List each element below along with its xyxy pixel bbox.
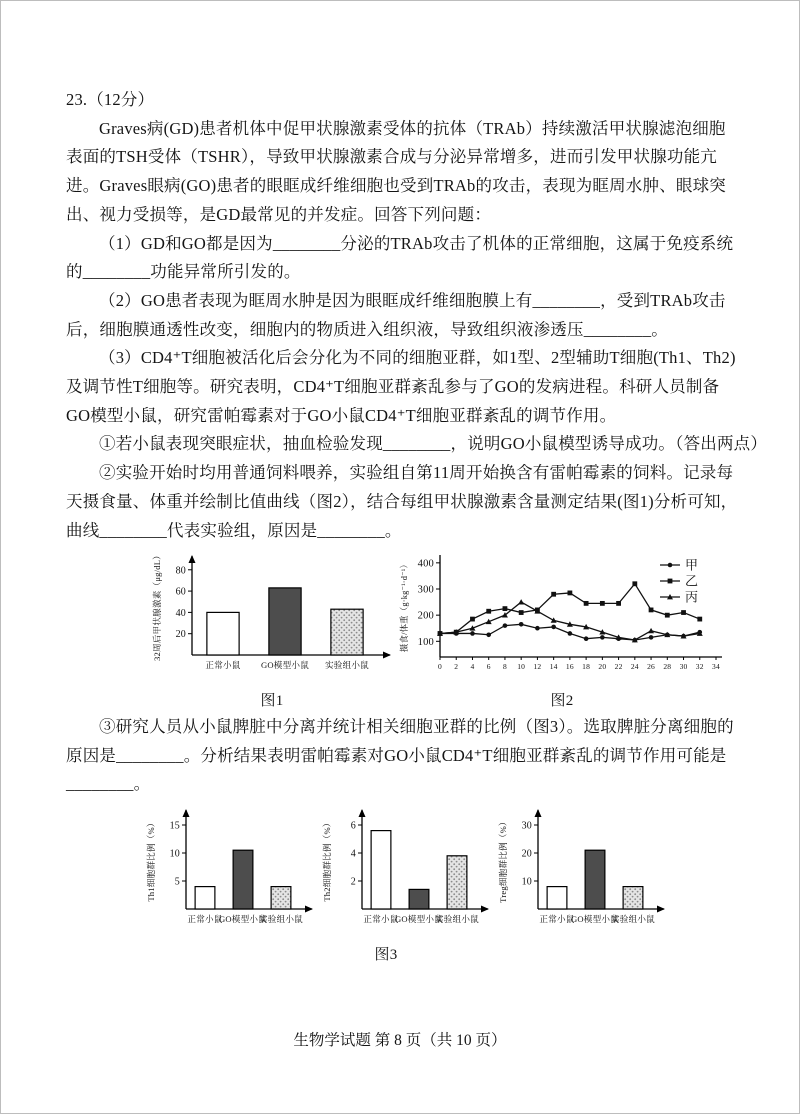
svg-text:GO模型小鼠: GO模型小鼠 bbox=[395, 914, 443, 925]
question-2-line: （2）GO患者表现为眶周水肿是因为眼眶成纤维细胞膜上有________，受到TRAb攻击 bbox=[99, 290, 726, 310]
svg-text:300: 300 bbox=[417, 584, 434, 596]
figure-2-line-chart bbox=[396, 549, 728, 681]
svg-text:实验组小鼠: 实验组小鼠 bbox=[259, 914, 303, 925]
svg-text:6: 6 bbox=[486, 662, 491, 672]
svg-text:18: 18 bbox=[582, 662, 591, 672]
intro-line: Graves病(GD)患者机体中促甲状腺激素受体的抗体（TRAb）持续激活甲状腺滤泡细胞 bbox=[99, 118, 726, 138]
question-1-line: （1）GD和GO都是因为________分泌的TRAb攻击了机体的正常细胞，这属于免疫系统 bbox=[99, 233, 734, 253]
figure-2 bbox=[396, 549, 728, 711]
svg-text:8: 8 bbox=[502, 662, 507, 672]
figure-1-bar-chart bbox=[148, 549, 396, 681]
svg-text:24: 24 bbox=[630, 662, 639, 672]
svg-text:10: 10 bbox=[517, 662, 526, 672]
figures-1-2-row bbox=[148, 549, 740, 711]
svg-text:正常小鼠: 正常小鼠 bbox=[363, 914, 399, 925]
svg-text:60: 60 bbox=[175, 586, 186, 598]
svg-text:实验组小鼠: 实验组小鼠 bbox=[325, 660, 369, 671]
svg-text:摄食/体重（g·kg⁻¹·d⁻¹）: 摄食/体重（g·kg⁻¹·d⁻¹） bbox=[400, 560, 409, 653]
question-number: 23.（12分） bbox=[66, 90, 155, 109]
svg-text:2: 2 bbox=[350, 876, 356, 888]
svg-text:Th1细胞群比例（%）: Th1细胞群比例（%） bbox=[146, 818, 156, 902]
figure-3-treg-bar-chart bbox=[494, 803, 670, 935]
svg-text:32周后甲状腺激素（μg/dL）: 32周后甲状腺激素（μg/dL） bbox=[152, 551, 162, 662]
svg-text:实验组小鼠: 实验组小鼠 bbox=[435, 914, 479, 925]
svg-text:28: 28 bbox=[663, 662, 672, 672]
figure-3-th1-bar-chart bbox=[142, 803, 318, 935]
svg-text:22: 22 bbox=[614, 662, 623, 672]
question-2-line: 后，细胞膜通透性改变，细胞内的物质进入组织液，导致组织液渗透压________。 bbox=[66, 319, 668, 339]
svg-text:15: 15 bbox=[169, 820, 180, 832]
intro-line: 进。Graves眼病(GO)患者的眼眶成纤维细胞也受到TRAb的攻击，表现为眶周水肿、眼球突 bbox=[66, 176, 726, 196]
svg-text:GO模型小鼠: GO模型小鼠 bbox=[261, 660, 309, 671]
subquestion-3-line: 原因是________。分析结果表明雷帕霉素对GO小鼠CD4⁺T细胞亚群紊乱的调节作用可能是 bbox=[66, 745, 727, 765]
page-footer: 生物学试题 第 8 页（共 10 页） bbox=[293, 1032, 507, 1049]
question-3-line: （3）CD4⁺T细胞被活化后会分化为不同的细胞亚群，如1型、2型辅助T细胞(Th1、Th2) bbox=[99, 348, 736, 368]
figure-1-caption: 图1 bbox=[260, 692, 284, 709]
svg-text:正常小鼠: 正常小鼠 bbox=[539, 914, 575, 925]
svg-text:16: 16 bbox=[565, 662, 574, 672]
svg-text:2: 2 bbox=[454, 662, 459, 672]
svg-text:400: 400 bbox=[417, 558, 434, 570]
question-3-line: GO模型小鼠，研究雷帕霉素对于GO小鼠CD4⁺T细胞亚群紊乱的调节作用。 bbox=[66, 405, 617, 425]
svg-text:10: 10 bbox=[169, 848, 180, 860]
svg-text:GO模型小鼠: GO模型小鼠 bbox=[571, 914, 619, 925]
svg-text:34: 34 bbox=[712, 662, 720, 672]
svg-text:40: 40 bbox=[175, 608, 186, 620]
subquestion-3-line: ③研究人员从小鼠脾脏中分离并统计相关细胞亚群的比例（图3）。选取脾脏分离细胞的 bbox=[99, 716, 734, 736]
figure-3-th1 bbox=[142, 803, 318, 945]
svg-text:实验组小鼠: 实验组小鼠 bbox=[611, 914, 655, 925]
figure-3-th2 bbox=[318, 803, 494, 945]
figure-3-row bbox=[142, 803, 740, 945]
svg-text:甲: 甲 bbox=[685, 557, 699, 573]
svg-text:80: 80 bbox=[175, 565, 186, 577]
svg-text:200: 200 bbox=[417, 610, 434, 622]
svg-text:20: 20 bbox=[175, 629, 186, 641]
svg-text:乙: 乙 bbox=[685, 573, 699, 589]
svg-text:Treg细胞群比例（%）: Treg细胞群比例（%） bbox=[498, 817, 508, 903]
figure-3-th2-bar-chart bbox=[318, 803, 494, 935]
svg-text:正常小鼠: 正常小鼠 bbox=[205, 660, 241, 671]
svg-text:5: 5 bbox=[174, 876, 180, 888]
svg-text:4: 4 bbox=[470, 662, 475, 672]
svg-text:100: 100 bbox=[417, 637, 434, 649]
svg-text:0: 0 bbox=[438, 662, 442, 672]
svg-text:4: 4 bbox=[350, 848, 356, 860]
svg-text:20: 20 bbox=[598, 662, 607, 672]
svg-text:26: 26 bbox=[647, 662, 656, 672]
figure-3-treg bbox=[494, 803, 670, 945]
question-23-block bbox=[66, 86, 768, 965]
question-3-line: 及调节性T细胞等。研究表明，CD4⁺T细胞亚群紊乱参与了GO的发病进程。科研人员制备 bbox=[66, 377, 720, 397]
intro-line: 出、视力受损等，是GD最常见的并发症。回答下列问题： bbox=[66, 204, 492, 224]
svg-text:丙: 丙 bbox=[685, 589, 699, 605]
svg-text:正常小鼠: 正常小鼠 bbox=[187, 914, 223, 925]
subquestion-2-line: 天摄食量、体重并绘制比值曲线（图2），结合每组甲状腺激素含量测定结果(图1)分析可知， bbox=[66, 491, 738, 511]
svg-text:Th2细胞群比例（%）: Th2细胞群比例（%） bbox=[322, 818, 332, 902]
intro-line: 表面的TSH受体（TSHR），导致甲状腺激素合成与分泌异常增多，进而引发甲状腺功能亢 bbox=[66, 147, 717, 167]
svg-text:30: 30 bbox=[521, 820, 532, 832]
svg-text:20: 20 bbox=[521, 848, 532, 860]
question-1-line: 的________功能异常所引发的。 bbox=[66, 262, 301, 282]
svg-text:14: 14 bbox=[549, 662, 558, 672]
svg-text:GO模型小鼠: GO模型小鼠 bbox=[219, 914, 267, 925]
subquestion-1-line: ①若小鼠表现突眼症状，抽血检验发现________，说明GO小鼠模型诱导成功。（答出两点） bbox=[99, 434, 768, 454]
subquestion-2-line: 曲线________代表实验组，原因是________。 bbox=[66, 520, 402, 540]
subquestion-2-line: ②实验开始时均用普通饲料喂养，实验组自第11周开始换含有雷帕霉素的饲料。记录每 bbox=[99, 463, 734, 483]
svg-text:10: 10 bbox=[521, 876, 532, 888]
svg-text:32: 32 bbox=[695, 662, 704, 672]
figure-2-caption: 图2 bbox=[550, 692, 574, 709]
subquestion-3-line: ________。 bbox=[66, 774, 151, 794]
figure-3-caption: 图3 bbox=[374, 946, 398, 963]
figure-1 bbox=[148, 549, 396, 711]
svg-text:6: 6 bbox=[350, 820, 356, 832]
svg-text:30: 30 bbox=[679, 662, 688, 672]
svg-text:12: 12 bbox=[533, 662, 542, 672]
